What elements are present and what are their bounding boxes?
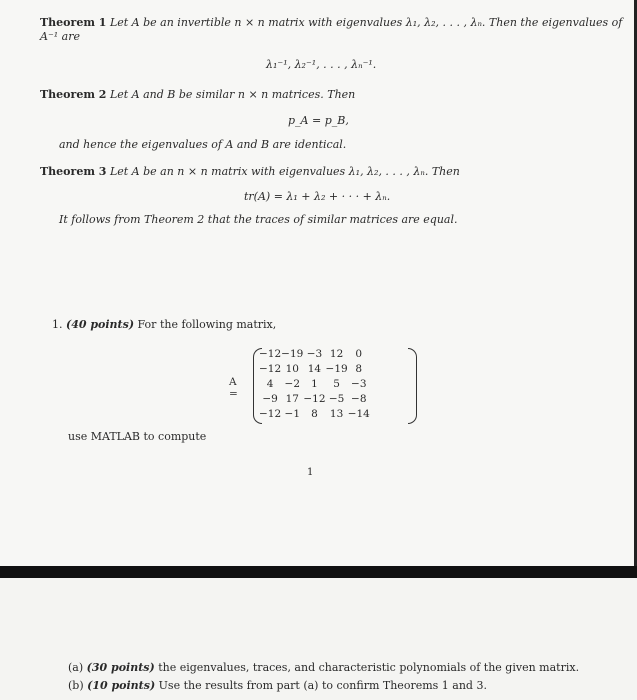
theorem-2-conclusion: and hence the eigenvalues of A and B are identical. — [59, 138, 347, 151]
matrix-cell: −1 — [284, 407, 300, 420]
problem-1-number: 1. — [52, 318, 63, 331]
theorem-1-text-line2: A⁻¹ are — [40, 30, 80, 43]
matrix-row — [259, 346, 370, 361]
theorem-3 — [40, 165, 460, 179]
theorem-3-label: Theorem 3 — [40, 165, 107, 178]
part-a — [68, 661, 579, 675]
matrix-cell: 8 — [355, 362, 363, 375]
matrix-label: A = — [229, 376, 238, 400]
matrix-cell: 13 — [329, 407, 344, 420]
part-b-label: (b) — [68, 679, 84, 692]
problem-1-points: (40 points) — [66, 318, 135, 331]
part-b-points: (10 points) — [87, 679, 156, 692]
matrix-table — [259, 346, 370, 421]
part-a-points: (30 points) — [86, 661, 155, 674]
page-divider — [0, 566, 637, 578]
theorem-2-formula: p_A = p_B, — [288, 114, 349, 127]
matrix-row — [259, 361, 370, 376]
matrix-cell: −12 — [303, 392, 326, 405]
matrix-cell: −5 — [328, 392, 345, 405]
theorem-2 — [40, 88, 355, 102]
theorem-3-formula: tr(A) = λ₁ + λ₂ + · · · + λₙ. — [244, 190, 391, 203]
part-a-text: the eigenvalues, traces, and characteristic polynomials of the given matrix. — [158, 661, 580, 674]
problem-1-header — [52, 318, 276, 332]
part-b-text: Use the results from part (a) to confirm Theorems 1 and 3. — [158, 679, 487, 692]
matrix-cell: −19 — [325, 362, 348, 375]
matrix-cell: −3 — [306, 347, 323, 360]
matrix-cell: −14 — [347, 407, 370, 420]
matrix-cell: −8 — [351, 392, 367, 405]
matrix-cell: −9 — [262, 392, 278, 405]
matrix-cell: −12 — [259, 362, 282, 375]
part-a-label: (a) — [68, 661, 84, 674]
page-number: 1 — [307, 467, 314, 478]
part-b — [68, 679, 487, 693]
matrix-cell: −12 — [259, 347, 282, 360]
matrix-bracket-right — [408, 348, 417, 424]
matrix-cell: 10 — [285, 362, 299, 375]
matrix-cell: −12 — [259, 407, 282, 420]
matrix-cell: −3 — [351, 377, 367, 390]
matrix-cell: 5 — [333, 377, 340, 390]
matrix-cell: −19 — [281, 347, 304, 360]
theorem-1 — [40, 16, 622, 30]
problem-1-prompt: For the following matrix, — [137, 318, 277, 331]
matrix-row — [259, 391, 370, 406]
matrix-cell: 0 — [355, 347, 363, 360]
matrix-cell: −2 — [284, 377, 300, 390]
matrix-row — [259, 376, 370, 391]
theorem-1-label: Theorem 1 — [40, 16, 107, 29]
theorem-1-text: Let A be an invertible n × n matrix with eigenvalues λ₁, λ₂, . . . , λₙ. Then the eigenvalues of — [109, 16, 623, 29]
theorem-1-formula: λ₁⁻¹, λ₂⁻¹, . . . , λₙ⁻¹. — [266, 58, 377, 71]
theorem-2-text: Let A and B be similar n × n matrices. Then — [109, 88, 356, 101]
matrix-cell: 14 — [307, 362, 322, 375]
theorem-2-label: Theorem 2 — [40, 88, 107, 101]
follows-text: It follows from Theorem 2 that the traces of similar matrices are equal. — [59, 213, 458, 226]
matrix-cell: 4 — [266, 377, 274, 390]
matrix-row — [259, 406, 370, 421]
matrix-cell: 8 — [311, 407, 318, 420]
matrix-cell: 12 — [329, 347, 344, 360]
matrix-cell: 1 — [311, 377, 318, 390]
problem-1-instruction: use MATLAB to compute — [68, 430, 207, 443]
theorem-3-text: Let A be an n × n matrix with eigenvalues λ₁, λ₂, . . . , λₙ. Then — [109, 165, 460, 178]
matrix-cell: 17 — [285, 392, 299, 405]
